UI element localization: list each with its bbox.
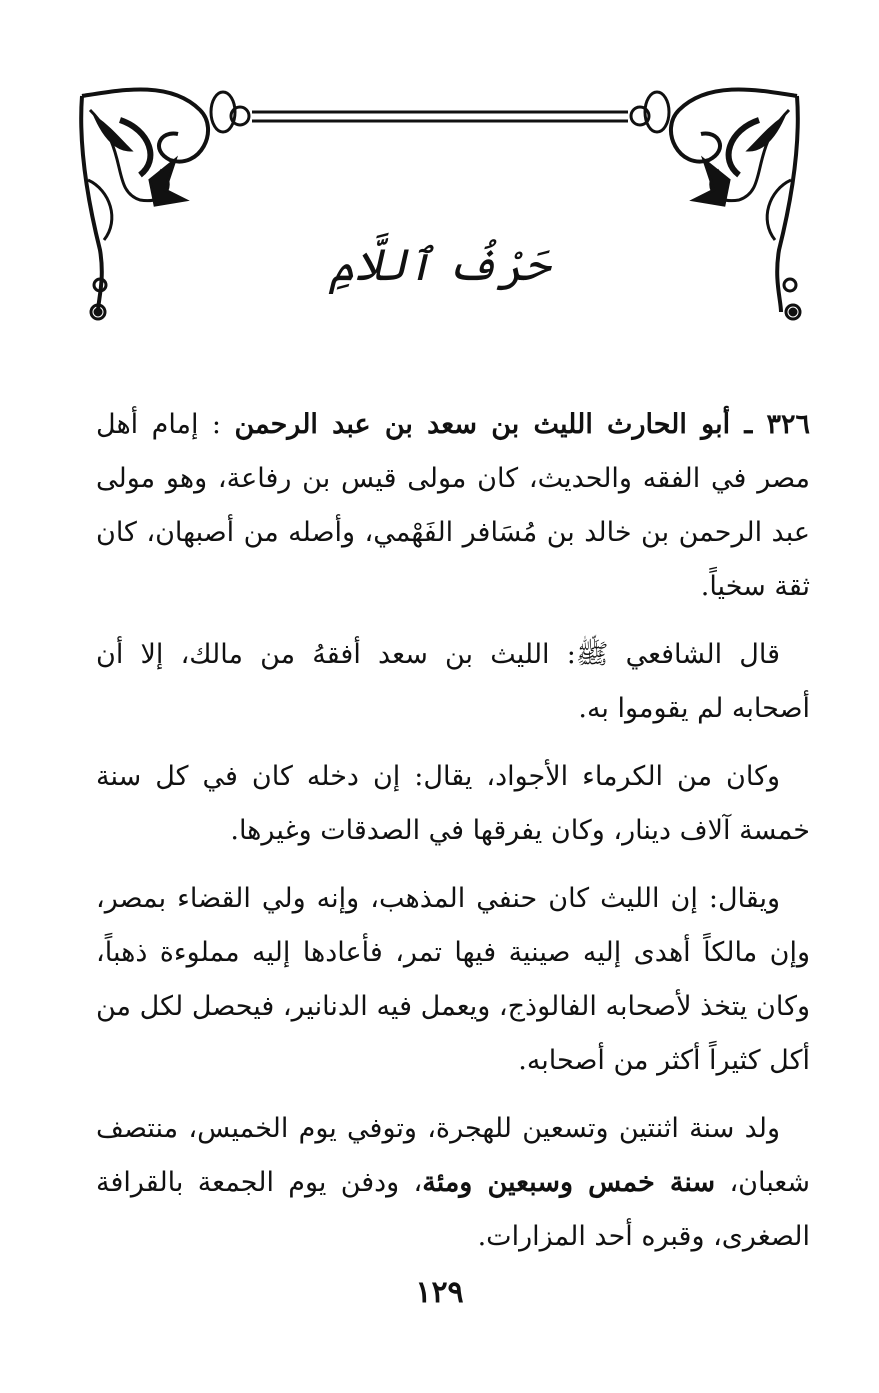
entry-name: أبو الحارث الليث بن سعد بن عبد الرحمن [234, 409, 731, 440]
page-body [96, 398, 810, 1278]
paragraph-generosity: وكان من الكرماء الأجواد، يقال: إن دخله كان في كل سنة خمسة آلاف دينار، وكان يفرقها في الصدقات وغيرها. [96, 761, 810, 846]
birth-death-text-start: ولد سنة اثنتين وتسعين للهجرة، وتوفي يوم الخميس، منتصف شعبان، [96, 1113, 811, 1198]
paragraph-madhhab: ويقال: إن الليث كان حنفي المذهب، وإنه ولي القضاء بمصر، وإن مالكاً أهدى إليه صينية فيها تمر، فأعادها إليه مملوءة ذهباً، وكان يتخذ لأصحابه الفالوذج، ويعمل فيه الدنانير، فيحصل لكل من أكل كثيراً أكثر من أصحابه. [96, 883, 810, 1076]
birth-death-text-end: ، ودفن يوم الجمعة بالقرافة الصغرى، وقبره أحد المزارات. [96, 1167, 810, 1252]
entry-paragraph: ٣٢٦ ـ أبو الحارث الليث بن سعد بن عبد الرحمن : إمام أهل مصر في الفقه والحديث، كان مولى قيس بن رفاعة، وهو مولى عبد الرحمن بن خالد بن مُسَافر الفَهْمي، وأصله من أصبهان، كان ثقة سخياً. [96, 409, 810, 602]
death-year: سنة خمس وسبعين ومئة [422, 1167, 716, 1198]
paragraph-shafii-quote: قال الشافعي ﷺ: الليث بن سعد أفقهُ من مالك، إلا أن أصحابه لم يقوموا به. [96, 639, 810, 724]
entry-number: ٣٢٦ [766, 409, 810, 440]
paragraph-birth-death [96, 1102, 810, 1264]
chapter-title: حَرْفُ ٱللَّامِ [329, 240, 550, 291]
entry-text: : إمام أهل مصر في الفقه والحديث، كان مولى قيس بن رفاعة، وهو مولى عبد الرحمن بن خالد بن مُسَافر الفَهْمي، وأصله من أصبهان، كان ثقة سخياً. [96, 409, 810, 602]
page-number: ١٢٩ [415, 1275, 464, 1310]
